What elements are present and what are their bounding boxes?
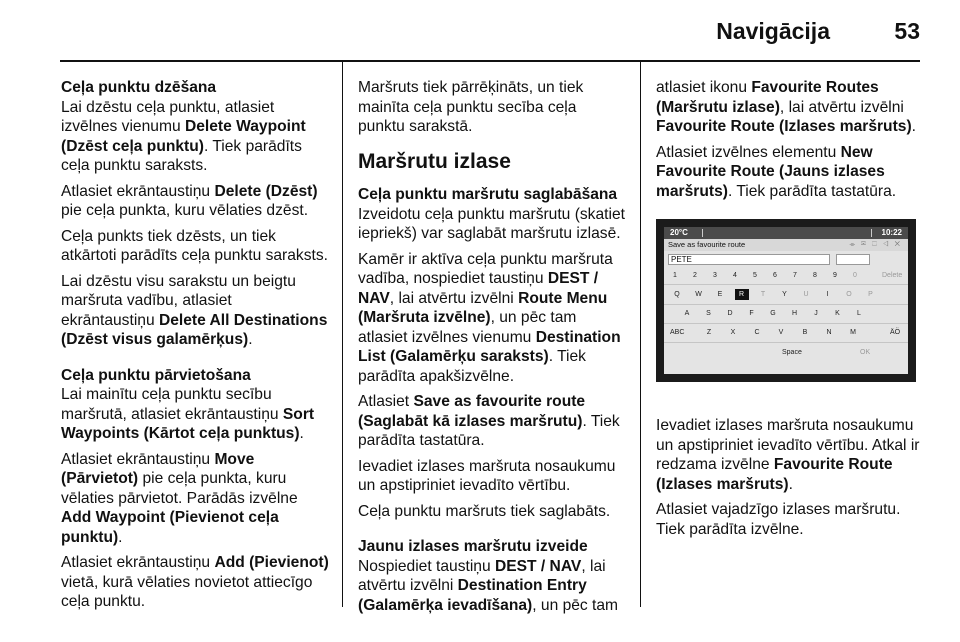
section-title: Navigācija	[716, 18, 830, 44]
key-t[interactable]: T	[760, 291, 766, 298]
key-4[interactable]: 4	[733, 272, 737, 279]
key-3[interactable]: 3	[713, 272, 717, 279]
key-1[interactable]: 1	[673, 272, 677, 279]
key-j[interactable]: J	[814, 310, 818, 317]
key-f[interactable]: F	[749, 310, 754, 317]
key-8[interactable]: 8	[813, 272, 817, 279]
key-g[interactable]: G	[770, 310, 776, 317]
paragraph: Atlasiet ekrāntaustiņu Add (Pievienot) vietā, kurā vēlaties novietot attiecīgo ceļa punktu.	[61, 554, 329, 610]
paragraph: Nospiediet taustiņu DEST / NAV, lai atvērtu izvēlni Destination Entry (Galamērķa ievadīšana), un pēc tam	[358, 557, 619, 614]
key-b[interactable]: B	[802, 329, 808, 336]
paragraph: Lai dzēstu visu sarakstu un beigtu maršruta vadību, atlasiet ekrāntaustiņu Delete All Destinations (Dzēst visus galamērķus).	[61, 272, 328, 348]
umlaut-key[interactable]: ÄÖ	[890, 329, 901, 336]
page-number: 53	[894, 18, 920, 44]
paragraph: Ievadiet izlases maršruta nosaukumu un apstipriniet ievadīto vērtību. Atkal ir redzama izvēlne Favourite Route (Izlases maršruts).	[656, 417, 920, 493]
temperature: 20°C	[670, 228, 688, 237]
key-e[interactable]: E	[717, 291, 723, 298]
status-icons: ⌯ ✉ ⬚ ◁ ✕	[849, 241, 902, 248]
route-name-input[interactable]: PETE	[668, 254, 830, 265]
key-w[interactable]: W	[695, 291, 702, 298]
key-s[interactable]: S	[706, 310, 711, 317]
paragraph: Lai dzēstu ceļa punktu, atlasiet izvēlnes vienumu Delete Waypoint (Dzēst ceļa punktu). Tiek parādīts ceļa punktu saraksts.	[61, 98, 306, 174]
key-0[interactable]: 0	[853, 272, 857, 279]
column-3	[656, 62, 924, 539]
paragraph: Atlasiet Save as favourite route (Saglabāt kā izlases maršrutu). Tiek parādīta tastatūra.	[358, 393, 620, 449]
key-9[interactable]: 9	[833, 272, 837, 279]
key-c[interactable]: C	[754, 329, 760, 336]
heading-new-route: Jaunu izlases maršrutu izveide	[358, 538, 588, 555]
paragraph: Atlasiet vajadzīgo izlases maršrutu. Tiek parādīta izvēlne.	[656, 501, 901, 538]
paragraph: atlasiet ikonu Favourite Routes (Maršrutu izlase), lai atvērtu izvēlni Favourite Route (Izlases maršruts).	[656, 79, 916, 135]
space-key[interactable]: Space	[782, 349, 802, 356]
secondary-field	[836, 254, 870, 265]
key-p[interactable]: P	[868, 291, 873, 298]
key-x[interactable]: X	[730, 329, 736, 336]
heading-move-waypoint: Ceļa punktu pārvietošana	[61, 366, 251, 384]
display	[664, 227, 908, 374]
key-6[interactable]: 6	[773, 272, 777, 279]
key-h[interactable]: H	[791, 310, 798, 317]
paragraph: Atlasiet ekrāntaustiņu Delete (Dzēst) pie ceļa punkta, kuru vēlaties dzēst.	[61, 182, 318, 219]
section-heading-favourites: Maršrutu izlase	[358, 149, 511, 173]
key-o[interactable]: O	[846, 291, 852, 298]
column-2	[358, 62, 626, 615]
paragraph: Atlasiet izvēlnes elementu New Favourite Route (Jauns izlases maršruts). Tiek parādīta tastatūra.	[656, 143, 897, 200]
heading-delete-waypoint: Ceļa punktu dzēšana	[61, 79, 217, 96]
clock: 10:22	[881, 228, 902, 237]
key-d[interactable]: D	[727, 310, 733, 317]
paragraph: Atlasiet ekrāntaustiņu Move (Pārvietot) pie ceļa punkta, kuru vēlaties pārvietot. Parādās izvēlne Add Waypoint (Pievienot ceļa punktu).	[61, 450, 298, 546]
status-bar	[664, 227, 908, 239]
keyboard-row-numbers	[664, 270, 908, 284]
keyboard-row-q	[664, 289, 908, 303]
key-r[interactable]: R	[735, 289, 749, 300]
paragraph: Ceļa punkts tiek dzēsts, un tiek atkārtoti parādīts ceļa punktu saraksts.	[61, 227, 328, 264]
key-i[interactable]: I	[826, 291, 829, 298]
key-5[interactable]: 5	[753, 272, 757, 279]
key-u[interactable]: U	[803, 291, 809, 298]
key-v[interactable]: V	[778, 329, 784, 336]
heading-save-route: Ceļa punktu maršrutu saglabāšana	[358, 186, 618, 203]
keyboard-row-z	[664, 327, 908, 341]
key-m[interactable]: M	[850, 329, 856, 336]
paragraph: Lai mainītu ceļa punktu secību maršrutā, atlasiet ekrāntaustiņu Sort Waypoints (Kārtot ceļa punktus).	[61, 386, 315, 442]
ok-key[interactable]: OK	[860, 349, 871, 356]
paragraph: Maršruts tiek pārrēķināts, un tiek mainīta ceļa punktu secība ceļa punktu sarakstā.	[358, 79, 584, 135]
column-divider-1	[342, 62, 343, 607]
screen-title: Save as favourite route ⌯ ✉ ⬚ ◁ ✕	[664, 239, 908, 251]
abc-key[interactable]: ABC	[670, 329, 685, 336]
column-divider-2	[640, 62, 641, 607]
key-a[interactable]: A	[684, 310, 690, 317]
column-1	[61, 62, 329, 612]
key-7[interactable]: 7	[793, 272, 797, 279]
keyboard-screenshot	[656, 219, 916, 382]
delete-key[interactable]: Delete	[882, 272, 903, 279]
key-k[interactable]: K	[835, 310, 840, 317]
key-q[interactable]: Q	[674, 291, 680, 298]
key-n[interactable]: N	[826, 329, 832, 336]
key-2[interactable]: 2	[693, 272, 697, 279]
paragraph: Izveidotu ceļa punktu maršrutu (skatiet iepriekš) var saglabāt maršrutu izlasē.	[358, 205, 625, 242]
key-l[interactable]: L	[857, 310, 861, 317]
paragraph: Ievadiet izlases maršruta nosaukumu un apstipriniet ievadīto vērtību.	[358, 457, 616, 494]
paragraph: Ceļa punktu maršruts tiek saglabāts.	[358, 502, 611, 520]
key-y[interactable]: Y	[782, 291, 787, 298]
key-z[interactable]: Z	[706, 329, 712, 336]
paragraph: Kamēr ir aktīva ceļa punktu maršruta vadība, nospiediet taustiņu DEST / NAV, lai atvērtu izvēlni Route Menu (Maršruta izvēlne), un pēc tam atlasiet izvēlnes vienumu Destination List (Galamērķu saraksts). Tiek parādīta apakšizvēlne.	[358, 250, 621, 385]
keyboard-row-a	[664, 308, 908, 322]
